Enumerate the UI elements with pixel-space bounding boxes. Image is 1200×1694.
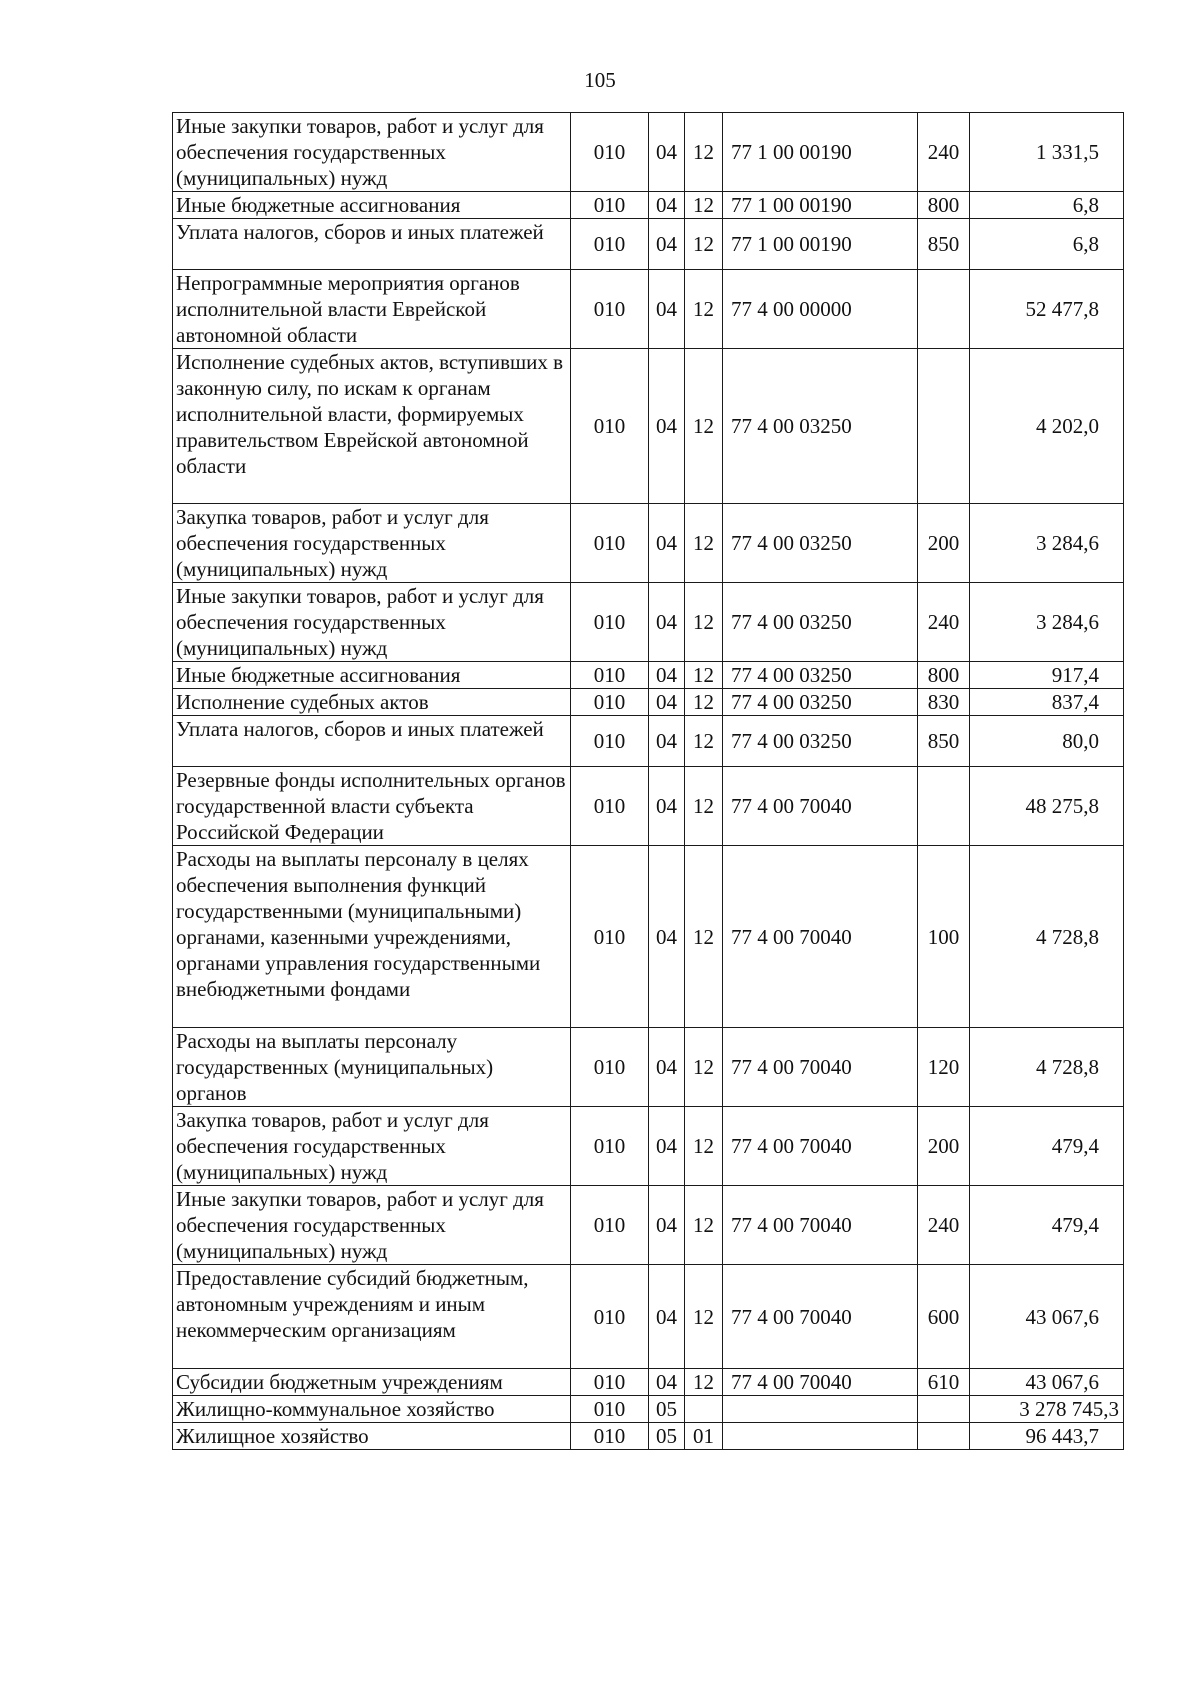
cell-ministry: 010 <box>571 1186 649 1265</box>
cell-amount: 1 331,5 <box>970 113 1124 192</box>
cell-name: Иные закупки товаров, работ и услуг для обеспечения государственных (муниципальных) нужд <box>173 1186 571 1265</box>
cell-section: 04 <box>649 716 685 767</box>
table-row <box>173 1186 1124 1265</box>
table-row <box>173 1028 1124 1107</box>
cell-target-article: 77 4 00 70040 <box>723 1186 918 1265</box>
cell-name: Иные закупки товаров, работ и услуг для обеспечения государственных (муниципальных) нужд <box>173 113 571 192</box>
cell-target-article: 77 4 00 03250 <box>723 583 918 662</box>
cell-target-article <box>723 1396 918 1423</box>
cell-name: Расходы на выплаты персоналу в целях обеспечения выполнения функций государственными (муниципальными) органами, казенными учреждениями, органами управления государственными внебюджетными фондами <box>173 846 571 1028</box>
cell-target-article: 77 4 00 70040 <box>723 1369 918 1396</box>
cell-subsection: 12 <box>685 113 723 192</box>
cell-section: 04 <box>649 662 685 689</box>
cell-section: 04 <box>649 349 685 504</box>
cell-name: Иные бюджетные ассигнования <box>173 192 571 219</box>
cell-target-article: 77 4 00 70040 <box>723 767 918 846</box>
cell-name: Непрограммные мероприятия органов исполнительной власти Еврейской автономной области <box>173 270 571 349</box>
cell-expense-type <box>918 767 970 846</box>
cell-ministry: 010 <box>571 270 649 349</box>
cell-target-article: 77 4 00 03250 <box>723 349 918 504</box>
cell-subsection: 12 <box>685 219 723 270</box>
cell-name: Уплата налогов, сборов и иных платежей <box>173 219 571 270</box>
cell-subsection: 12 <box>685 1186 723 1265</box>
cell-ministry: 010 <box>571 504 649 583</box>
cell-target-article: 77 4 00 70040 <box>723 846 918 1028</box>
cell-expense-type <box>918 1396 970 1423</box>
cell-subsection: 12 <box>685 504 723 583</box>
cell-section: 05 <box>649 1396 685 1423</box>
cell-name: Предоставление субсидий бюджетным, автономным учреждениям и иным некоммерческим организациям <box>173 1265 571 1369</box>
cell-ministry: 010 <box>571 1107 649 1186</box>
cell-ministry: 010 <box>571 1369 649 1396</box>
cell-subsection: 12 <box>685 1028 723 1107</box>
cell-name: Расходы на выплаты персоналу государственных (муниципальных) органов <box>173 1028 571 1107</box>
cell-amount: 4 728,8 <box>970 1028 1124 1107</box>
table-row <box>173 113 1124 192</box>
cell-name: Уплата налогов, сборов и иных платежей <box>173 716 571 767</box>
cell-ministry: 010 <box>571 689 649 716</box>
cell-amount: 3 278 745,3 <box>970 1396 1124 1423</box>
cell-expense-type: 200 <box>918 504 970 583</box>
table-row <box>173 583 1124 662</box>
cell-expense-type: 610 <box>918 1369 970 1396</box>
cell-name: Исполнение судебных актов <box>173 689 571 716</box>
cell-section: 04 <box>649 192 685 219</box>
table-row <box>173 716 1124 767</box>
table-row <box>173 219 1124 270</box>
table-row <box>173 192 1124 219</box>
cell-section: 04 <box>649 219 685 270</box>
cell-name: Субсидии бюджетным учреждениям <box>173 1369 571 1396</box>
table-row <box>173 1396 1124 1423</box>
cell-expense-type: 830 <box>918 689 970 716</box>
cell-name: Закупка товаров, работ и услуг для обеспечения государственных (муниципальных) нужд <box>173 1107 571 1186</box>
cell-target-article: 77 1 00 00190 <box>723 219 918 270</box>
cell-section: 04 <box>649 583 685 662</box>
cell-subsection: 01 <box>685 1423 723 1450</box>
cell-ministry: 010 <box>571 219 649 270</box>
cell-section: 04 <box>649 504 685 583</box>
cell-amount: 43 067,6 <box>970 1265 1124 1369</box>
cell-amount: 837,4 <box>970 689 1124 716</box>
cell-ministry: 010 <box>571 767 649 846</box>
cell-ministry: 010 <box>571 1265 649 1369</box>
cell-section: 04 <box>649 1265 685 1369</box>
cell-amount: 6,8 <box>970 192 1124 219</box>
cell-subsection: 12 <box>685 1107 723 1186</box>
cell-subsection: 12 <box>685 270 723 349</box>
cell-ministry: 010 <box>571 1423 649 1450</box>
cell-ministry: 010 <box>571 662 649 689</box>
cell-amount: 96 443,7 <box>970 1423 1124 1450</box>
cell-subsection: 12 <box>685 583 723 662</box>
cell-subsection: 12 <box>685 1265 723 1369</box>
cell-expense-type: 240 <box>918 113 970 192</box>
cell-expense-type: 240 <box>918 1186 970 1265</box>
cell-target-article <box>723 1423 918 1450</box>
table-row <box>173 1423 1124 1450</box>
cell-subsection: 12 <box>685 767 723 846</box>
cell-section: 04 <box>649 767 685 846</box>
cell-section: 04 <box>649 113 685 192</box>
cell-target-article: 77 4 00 70040 <box>723 1107 918 1186</box>
cell-subsection: 12 <box>685 716 723 767</box>
cell-name: Жилищное хозяйство <box>173 1423 571 1450</box>
cell-expense-type: 600 <box>918 1265 970 1369</box>
table-row <box>173 1265 1124 1369</box>
table-row <box>173 689 1124 716</box>
cell-ministry: 010 <box>571 113 649 192</box>
cell-section: 04 <box>649 846 685 1028</box>
cell-amount: 479,4 <box>970 1186 1124 1265</box>
cell-ministry: 010 <box>571 716 649 767</box>
cell-target-article: 77 4 00 03250 <box>723 662 918 689</box>
cell-section: 04 <box>649 1107 685 1186</box>
cell-section: 04 <box>649 689 685 716</box>
cell-expense-type: 800 <box>918 192 970 219</box>
cell-ministry: 010 <box>571 1396 649 1423</box>
cell-subsection: 12 <box>685 846 723 1028</box>
cell-target-article: 77 4 00 00000 <box>723 270 918 349</box>
cell-name: Иные бюджетные ассигнования <box>173 662 571 689</box>
cell-ministry: 010 <box>571 349 649 504</box>
budget-table <box>172 112 1124 1450</box>
cell-expense-type <box>918 270 970 349</box>
page-number: 105 <box>584 68 616 92</box>
cell-name: Резервные фонды исполнительных органов государственной власти субъекта Российской Федерации <box>173 767 571 846</box>
cell-target-article: 77 4 00 03250 <box>723 504 918 583</box>
cell-amount: 80,0 <box>970 716 1124 767</box>
table-row <box>173 846 1124 1028</box>
cell-amount: 479,4 <box>970 1107 1124 1186</box>
table-row <box>173 1369 1124 1396</box>
cell-amount: 52 477,8 <box>970 270 1124 349</box>
cell-subsection: 12 <box>685 662 723 689</box>
cell-ministry: 010 <box>571 846 649 1028</box>
cell-amount: 4 202,0 <box>970 349 1124 504</box>
cell-ministry: 010 <box>571 1028 649 1107</box>
cell-target-article: 77 4 00 03250 <box>723 716 918 767</box>
cell-expense-type: 240 <box>918 583 970 662</box>
cell-amount: 48 275,8 <box>970 767 1124 846</box>
cell-name: Закупка товаров, работ и услуг для обеспечения государственных (муниципальных) нужд <box>173 504 571 583</box>
cell-amount: 3 284,6 <box>970 504 1124 583</box>
cell-expense-type: 120 <box>918 1028 970 1107</box>
cell-target-article: 77 1 00 00190 <box>723 192 918 219</box>
cell-expense-type: 200 <box>918 1107 970 1186</box>
cell-target-article: 77 4 00 03250 <box>723 689 918 716</box>
cell-subsection <box>685 1396 723 1423</box>
cell-subsection: 12 <box>685 349 723 504</box>
table-row <box>173 662 1124 689</box>
cell-section: 04 <box>649 1186 685 1265</box>
cell-section: 05 <box>649 1423 685 1450</box>
cell-ministry: 010 <box>571 192 649 219</box>
cell-expense-type: 850 <box>918 219 970 270</box>
cell-target-article: 77 4 00 70040 <box>723 1028 918 1107</box>
cell-name: Иные закупки товаров, работ и услуг для обеспечения государственных (муниципальных) нужд <box>173 583 571 662</box>
cell-target-article: 77 1 00 00190 <box>723 113 918 192</box>
cell-subsection: 12 <box>685 689 723 716</box>
cell-ministry: 010 <box>571 583 649 662</box>
cell-amount: 43 067,6 <box>970 1369 1124 1396</box>
cell-target-article: 77 4 00 70040 <box>723 1265 918 1369</box>
cell-name: Исполнение судебных актов, вступивших в законную силу, по искам к органам исполнительной власти, формируемых правительством Еврейской автономной области <box>173 349 571 504</box>
cell-expense-type: 800 <box>918 662 970 689</box>
cell-amount: 4 728,8 <box>970 846 1124 1028</box>
cell-subsection: 12 <box>685 192 723 219</box>
cell-section: 04 <box>649 1369 685 1396</box>
cell-expense-type <box>918 349 970 504</box>
cell-expense-type: 100 <box>918 846 970 1028</box>
cell-amount: 6,8 <box>970 219 1124 270</box>
cell-section: 04 <box>649 1028 685 1107</box>
table-row <box>173 767 1124 846</box>
cell-section: 04 <box>649 270 685 349</box>
table-row <box>173 349 1124 504</box>
table-row <box>173 504 1124 583</box>
cell-expense-type: 850 <box>918 716 970 767</box>
cell-subsection: 12 <box>685 1369 723 1396</box>
table-row <box>173 1107 1124 1186</box>
cell-amount: 917,4 <box>970 662 1124 689</box>
cell-name: Жилищно-коммунальное хозяйство <box>173 1396 571 1423</box>
cell-expense-type <box>918 1423 970 1450</box>
table-row <box>173 270 1124 349</box>
cell-amount: 3 284,6 <box>970 583 1124 662</box>
